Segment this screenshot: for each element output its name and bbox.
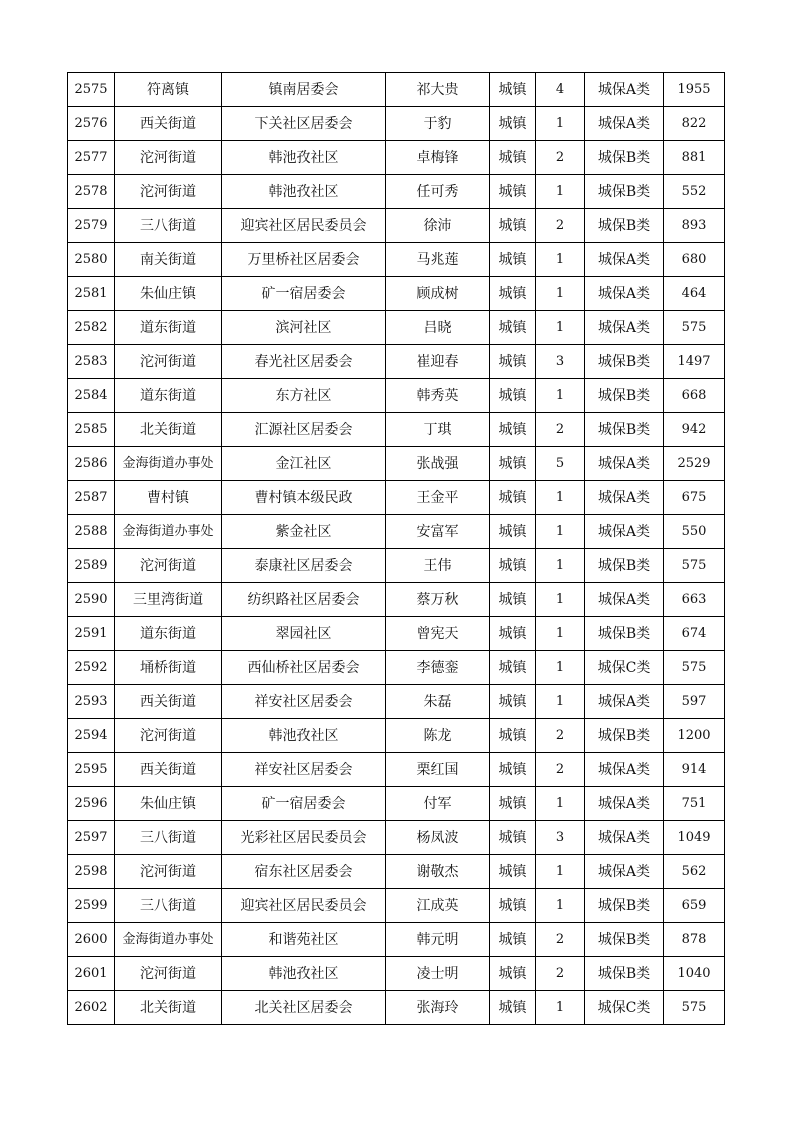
cell-area-type: 城镇 [490,719,536,753]
table-row [68,379,725,413]
cell-area-type: 城镇 [490,311,536,345]
cell-community: 春光社区居委会 [222,345,386,379]
table-row [68,787,725,821]
cell-area-type: 城镇 [490,515,536,549]
cell-amount: 575 [664,991,725,1025]
cell-recipient-name: 丁琪 [386,413,490,447]
table-row [68,991,725,1025]
cell-household-size: 1 [536,481,585,515]
cell-amount: 575 [664,651,725,685]
cell-security-category: 城保B类 [585,889,664,923]
cell-security-category: 城保A类 [585,107,664,141]
cell-security-category: 城保A类 [585,821,664,855]
cell-amount: 659 [664,889,725,923]
cell-recipient-name: 祁大贵 [386,73,490,107]
cell-security-category: 城保B类 [585,957,664,991]
cell-amount: 575 [664,549,725,583]
cell-household-size: 1 [536,855,585,889]
cell-amount: 562 [664,855,725,889]
cell-security-category: 城保A类 [585,243,664,277]
cell-amount: 552 [664,175,725,209]
cell-recipient-name: 付军 [386,787,490,821]
cell-community: 东方社区 [222,379,386,413]
cell-area-type: 城镇 [490,583,536,617]
table-row [68,141,725,175]
cell-area-type: 城镇 [490,855,536,889]
cell-amount: 2529 [664,447,725,481]
cell-recipient-name: 韩元明 [386,923,490,957]
cell-recipient-name: 徐沛 [386,209,490,243]
cell-community: 下关社区居委会 [222,107,386,141]
cell-security-category: 城保A类 [585,481,664,515]
cell-area-type: 城镇 [490,957,536,991]
cell-community: 矿一宿居委会 [222,277,386,311]
cell-household-size: 1 [536,277,585,311]
cell-household-size: 2 [536,209,585,243]
table-row [68,175,725,209]
cell-amount: 1955 [664,73,725,107]
cell-area-type: 城镇 [490,107,536,141]
cell-serial-number: 2587 [68,481,115,515]
table-row [68,855,725,889]
cell-area-type: 城镇 [490,277,536,311]
cell-amount: 751 [664,787,725,821]
cell-household-size: 1 [536,991,585,1025]
table-row [68,413,725,447]
cell-household-size: 1 [536,515,585,549]
cell-area-type: 城镇 [490,141,536,175]
cell-amount: 942 [664,413,725,447]
table-row [68,583,725,617]
cell-community: 宿东社区居委会 [222,855,386,889]
cell-amount: 597 [664,685,725,719]
cell-amount: 822 [664,107,725,141]
cell-recipient-name: 王伟 [386,549,490,583]
cell-street-office: 沱河街道 [115,141,222,175]
cell-street-office: 三八街道 [115,889,222,923]
cell-serial-number: 2579 [68,209,115,243]
table-row [68,481,725,515]
cell-amount: 878 [664,923,725,957]
table-row [68,311,725,345]
table-row [68,821,725,855]
cell-household-size: 1 [536,651,585,685]
cell-serial-number: 2598 [68,855,115,889]
cell-serial-number: 2595 [68,753,115,787]
cell-recipient-name: 朱磊 [386,685,490,719]
cell-security-category: 城保B类 [585,549,664,583]
table-row [68,107,725,141]
cell-serial-number: 2588 [68,515,115,549]
cell-security-category: 城保B类 [585,413,664,447]
cell-security-category: 城保A类 [585,515,664,549]
cell-community: 迎宾社区居民委员会 [222,209,386,243]
cell-street-office: 三里湾街道 [115,583,222,617]
cell-street-office: 南关街道 [115,243,222,277]
cell-amount: 674 [664,617,725,651]
cell-security-category: 城保A类 [585,685,664,719]
cell-amount: 575 [664,311,725,345]
cell-area-type: 城镇 [490,345,536,379]
cell-household-size: 1 [536,787,585,821]
cell-community: 纺织路社区居委会 [222,583,386,617]
cell-serial-number: 2583 [68,345,115,379]
cell-serial-number: 2584 [68,379,115,413]
table-row [68,923,725,957]
table-row [68,753,725,787]
cell-amount: 893 [664,209,725,243]
cell-street-office: 金海街道办事处 [115,923,222,957]
cell-security-category: 城保B类 [585,719,664,753]
cell-household-size: 2 [536,753,585,787]
cell-street-office: 金海街道办事处 [115,515,222,549]
cell-street-office: 西关街道 [115,685,222,719]
cell-area-type: 城镇 [490,549,536,583]
cell-serial-number: 2575 [68,73,115,107]
cell-security-category: 城保C类 [585,651,664,685]
table-row [68,617,725,651]
cell-serial-number: 2600 [68,923,115,957]
cell-security-category: 城保A类 [585,855,664,889]
cell-recipient-name: 吕晓 [386,311,490,345]
cell-community: 矿一宿居委会 [222,787,386,821]
cell-recipient-name: 王金平 [386,481,490,515]
cell-serial-number: 2582 [68,311,115,345]
cell-security-category: 城保A类 [585,73,664,107]
cell-serial-number: 2593 [68,685,115,719]
cell-serial-number: 2577 [68,141,115,175]
cell-security-category: 城保A类 [585,753,664,787]
cell-amount: 1049 [664,821,725,855]
cell-security-category: 城保B类 [585,141,664,175]
cell-security-category: 城保B类 [585,923,664,957]
cell-serial-number: 2594 [68,719,115,753]
cell-security-category: 城保A类 [585,311,664,345]
cell-street-office: 朱仙庄镇 [115,277,222,311]
cell-security-category: 城保B类 [585,209,664,243]
table-row [68,277,725,311]
cell-recipient-name: 凌士明 [386,957,490,991]
cell-serial-number: 2581 [68,277,115,311]
cell-area-type: 城镇 [490,923,536,957]
cell-street-office: 沱河街道 [115,345,222,379]
cell-street-office: 三八街道 [115,209,222,243]
cell-community: 韩池孜社区 [222,957,386,991]
cell-street-office: 符离镇 [115,73,222,107]
table-row [68,549,725,583]
cell-security-category: 城保A类 [585,277,664,311]
cell-recipient-name: 卓梅锋 [386,141,490,175]
cell-security-category: 城保A类 [585,583,664,617]
cell-household-size: 1 [536,685,585,719]
cell-serial-number: 2580 [68,243,115,277]
cell-serial-number: 2591 [68,617,115,651]
cell-household-size: 3 [536,345,585,379]
cell-community: 韩池孜社区 [222,141,386,175]
cell-street-office: 沱河街道 [115,175,222,209]
cell-security-category: 城保C类 [585,991,664,1025]
cell-recipient-name: 江成英 [386,889,490,923]
cell-recipient-name: 栗红国 [386,753,490,787]
cell-serial-number: 2576 [68,107,115,141]
cell-recipient-name: 张海玲 [386,991,490,1025]
cell-street-office: 沱河街道 [115,719,222,753]
cell-community: 紫金社区 [222,515,386,549]
cell-street-office: 朱仙庄镇 [115,787,222,821]
cell-recipient-name: 张战强 [386,447,490,481]
cell-serial-number: 2592 [68,651,115,685]
cell-street-office: 道东街道 [115,379,222,413]
table-row [68,515,725,549]
cell-area-type: 城镇 [490,379,536,413]
cell-amount: 464 [664,277,725,311]
cell-area-type: 城镇 [490,447,536,481]
cell-community: 汇源社区居委会 [222,413,386,447]
cell-street-office: 北关街道 [115,991,222,1025]
cell-street-office: 沱河街道 [115,855,222,889]
cell-area-type: 城镇 [490,991,536,1025]
cell-security-category: 城保B类 [585,345,664,379]
cell-household-size: 1 [536,617,585,651]
cell-area-type: 城镇 [490,617,536,651]
cell-household-size: 1 [536,243,585,277]
cell-area-type: 城镇 [490,243,536,277]
cell-area-type: 城镇 [490,685,536,719]
cell-household-size: 2 [536,413,585,447]
cell-serial-number: 2602 [68,991,115,1025]
cell-amount: 680 [664,243,725,277]
table-row [68,889,725,923]
cell-amount: 675 [664,481,725,515]
cell-community: 翠园社区 [222,617,386,651]
cell-recipient-name: 于豹 [386,107,490,141]
cell-recipient-name: 马兆莲 [386,243,490,277]
cell-street-office: 道东街道 [115,617,222,651]
cell-security-category: 城保B类 [585,617,664,651]
cell-amount: 663 [664,583,725,617]
cell-community: 光彩社区居民委员会 [222,821,386,855]
cell-household-size: 3 [536,821,585,855]
cell-community: 迎宾社区居民委员会 [222,889,386,923]
table-row [68,345,725,379]
cell-area-type: 城镇 [490,175,536,209]
cell-recipient-name: 陈龙 [386,719,490,753]
cell-household-size: 2 [536,923,585,957]
cell-security-category: 城保B类 [585,175,664,209]
cell-amount: 1040 [664,957,725,991]
cell-street-office: 道东街道 [115,311,222,345]
cell-community: 曹村镇本级民政 [222,481,386,515]
cell-area-type: 城镇 [490,753,536,787]
cell-area-type: 城镇 [490,889,536,923]
cell-recipient-name: 谢敬杰 [386,855,490,889]
cell-serial-number: 2585 [68,413,115,447]
cell-street-office: 西关街道 [115,753,222,787]
assistance-roster-table [67,72,725,1025]
cell-household-size: 1 [536,583,585,617]
cell-area-type: 城镇 [490,413,536,447]
cell-street-office: 西关街道 [115,107,222,141]
cell-community: 祥安社区居委会 [222,685,386,719]
cell-community: 泰康社区居委会 [222,549,386,583]
table-row [68,447,725,481]
cell-community: 北关社区居委会 [222,991,386,1025]
table-row [68,73,725,107]
cell-household-size: 1 [536,107,585,141]
table-row [68,209,725,243]
cell-recipient-name: 崔迎春 [386,345,490,379]
cell-serial-number: 2586 [68,447,115,481]
table-row [68,651,725,685]
cell-recipient-name: 顾成树 [386,277,490,311]
cell-area-type: 城镇 [490,73,536,107]
cell-recipient-name: 杨凤波 [386,821,490,855]
cell-recipient-name: 安富军 [386,515,490,549]
cell-serial-number: 2596 [68,787,115,821]
cell-household-size: 1 [536,175,585,209]
cell-community: 金江社区 [222,447,386,481]
cell-recipient-name: 曾宪天 [386,617,490,651]
cell-amount: 914 [664,753,725,787]
cell-household-size: 5 [536,447,585,481]
cell-community: 西仙桥社区居委会 [222,651,386,685]
table-row [68,685,725,719]
table-row [68,243,725,277]
cell-street-office: 埇桥街道 [115,651,222,685]
cell-amount: 881 [664,141,725,175]
cell-community: 和谐苑社区 [222,923,386,957]
cell-community: 祥安社区居委会 [222,753,386,787]
cell-recipient-name: 李德銮 [386,651,490,685]
cell-household-size: 1 [536,549,585,583]
cell-street-office: 曹村镇 [115,481,222,515]
cell-street-office: 沱河街道 [115,957,222,991]
cell-area-type: 城镇 [490,821,536,855]
cell-recipient-name: 任可秀 [386,175,490,209]
table-row [68,957,725,991]
cell-serial-number: 2597 [68,821,115,855]
cell-household-size: 4 [536,73,585,107]
cell-security-category: 城保A类 [585,787,664,821]
cell-amount: 1497 [664,345,725,379]
cell-serial-number: 2578 [68,175,115,209]
table-body [68,73,725,1025]
cell-serial-number: 2601 [68,957,115,991]
cell-community: 镇南居委会 [222,73,386,107]
cell-serial-number: 2599 [68,889,115,923]
table-row [68,719,725,753]
cell-area-type: 城镇 [490,209,536,243]
cell-street-office: 北关街道 [115,413,222,447]
cell-household-size: 2 [536,957,585,991]
cell-community: 韩池孜社区 [222,175,386,209]
cell-recipient-name: 韩秀英 [386,379,490,413]
cell-security-category: 城保A类 [585,447,664,481]
cell-community: 滨河社区 [222,311,386,345]
cell-household-size: 1 [536,311,585,345]
cell-area-type: 城镇 [490,787,536,821]
cell-household-size: 2 [536,719,585,753]
cell-security-category: 城保B类 [585,379,664,413]
cell-area-type: 城镇 [490,481,536,515]
cell-street-office: 金海街道办事处 [115,447,222,481]
cell-recipient-name: 蔡万秋 [386,583,490,617]
cell-street-office: 三八街道 [115,821,222,855]
cell-serial-number: 2589 [68,549,115,583]
cell-area-type: 城镇 [490,651,536,685]
cell-community: 韩池孜社区 [222,719,386,753]
cell-household-size: 1 [536,379,585,413]
cell-household-size: 2 [536,141,585,175]
cell-street-office: 沱河街道 [115,549,222,583]
cell-community: 万里桥社区居委会 [222,243,386,277]
cell-amount: 1200 [664,719,725,753]
cell-serial-number: 2590 [68,583,115,617]
cell-amount: 668 [664,379,725,413]
cell-amount: 550 [664,515,725,549]
cell-household-size: 1 [536,889,585,923]
